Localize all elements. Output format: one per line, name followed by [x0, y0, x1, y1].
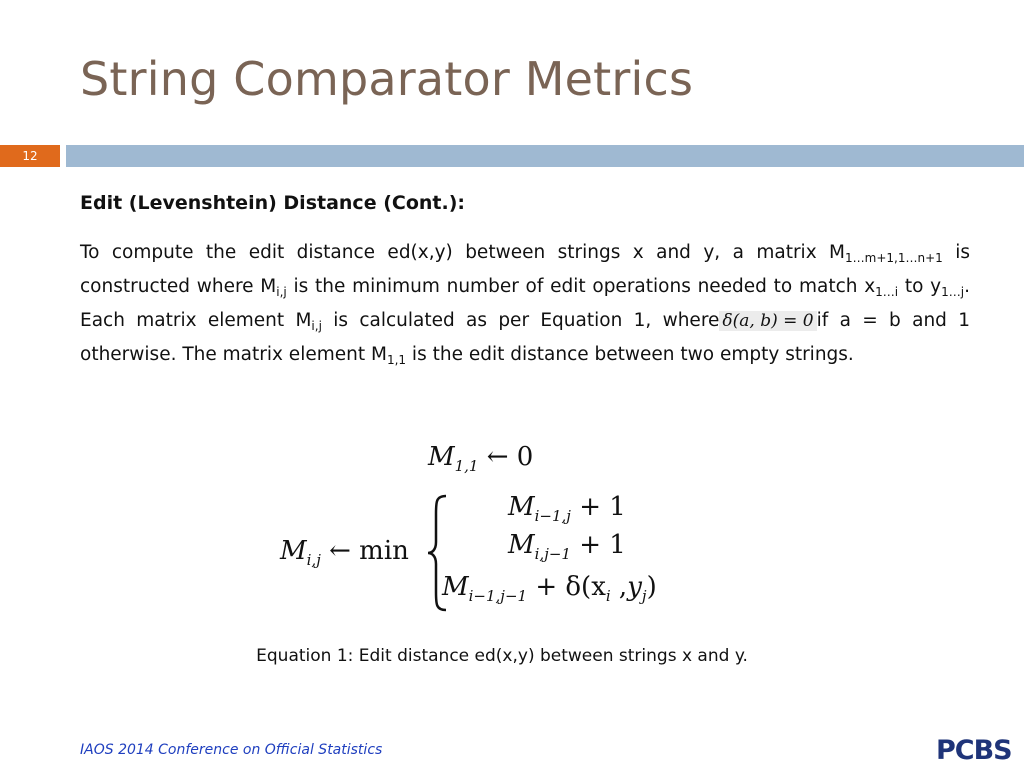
equation-case-3: $M_{i-1,j-1} + \delta(x_i$ $,y_j$) [442, 572, 657, 605]
equation-image [270, 432, 710, 612]
footer-conference: IAOS 2014 Conference on Official Statistics [80, 742, 383, 758]
pcbs-logo: PCBS [936, 735, 1012, 766]
equation-lhs: $M_{i,j}$ ← min [280, 536, 409, 569]
header-divider-bar [66, 145, 1024, 167]
body-paragraph: To compute the edit distance ed(x,y) between strings x and y, a matrix $M_{1\dots m+1,1\dots n+1}$ is constructed where $M_{i,j}$ is the minimum number of edit operations needed to match $x_{1\dots i}$ to $y_{1\dots j}$. Each matrix element $M_{i,j}$ is calculated as per Equation 1, where δ(a, b) = 0 if a = b and 1 otherwise. The matrix element $M_{1,1}$ is the edit distance between two empty strings. [80, 242, 970, 367]
equation-init-line: $M_{1,1}$ ← 0 [428, 442, 534, 475]
equation-case-2: $M_{i,j-1} + 1$ [508, 530, 626, 563]
section-heading: Edit (Levenshtein) Distance (Cont.): [80, 192, 465, 214]
equation-caption: Equation 1: Edit distance ed(x,y) between strings x and y. [256, 646, 748, 666]
equation-case-1: $M_{i-1,j} + 1$ [508, 492, 626, 525]
delta-formula-image: δ(a, b) = 0 [719, 311, 816, 331]
slide-title: String Comparator Metrics [80, 52, 694, 106]
slide-number: 12 [0, 145, 60, 167]
